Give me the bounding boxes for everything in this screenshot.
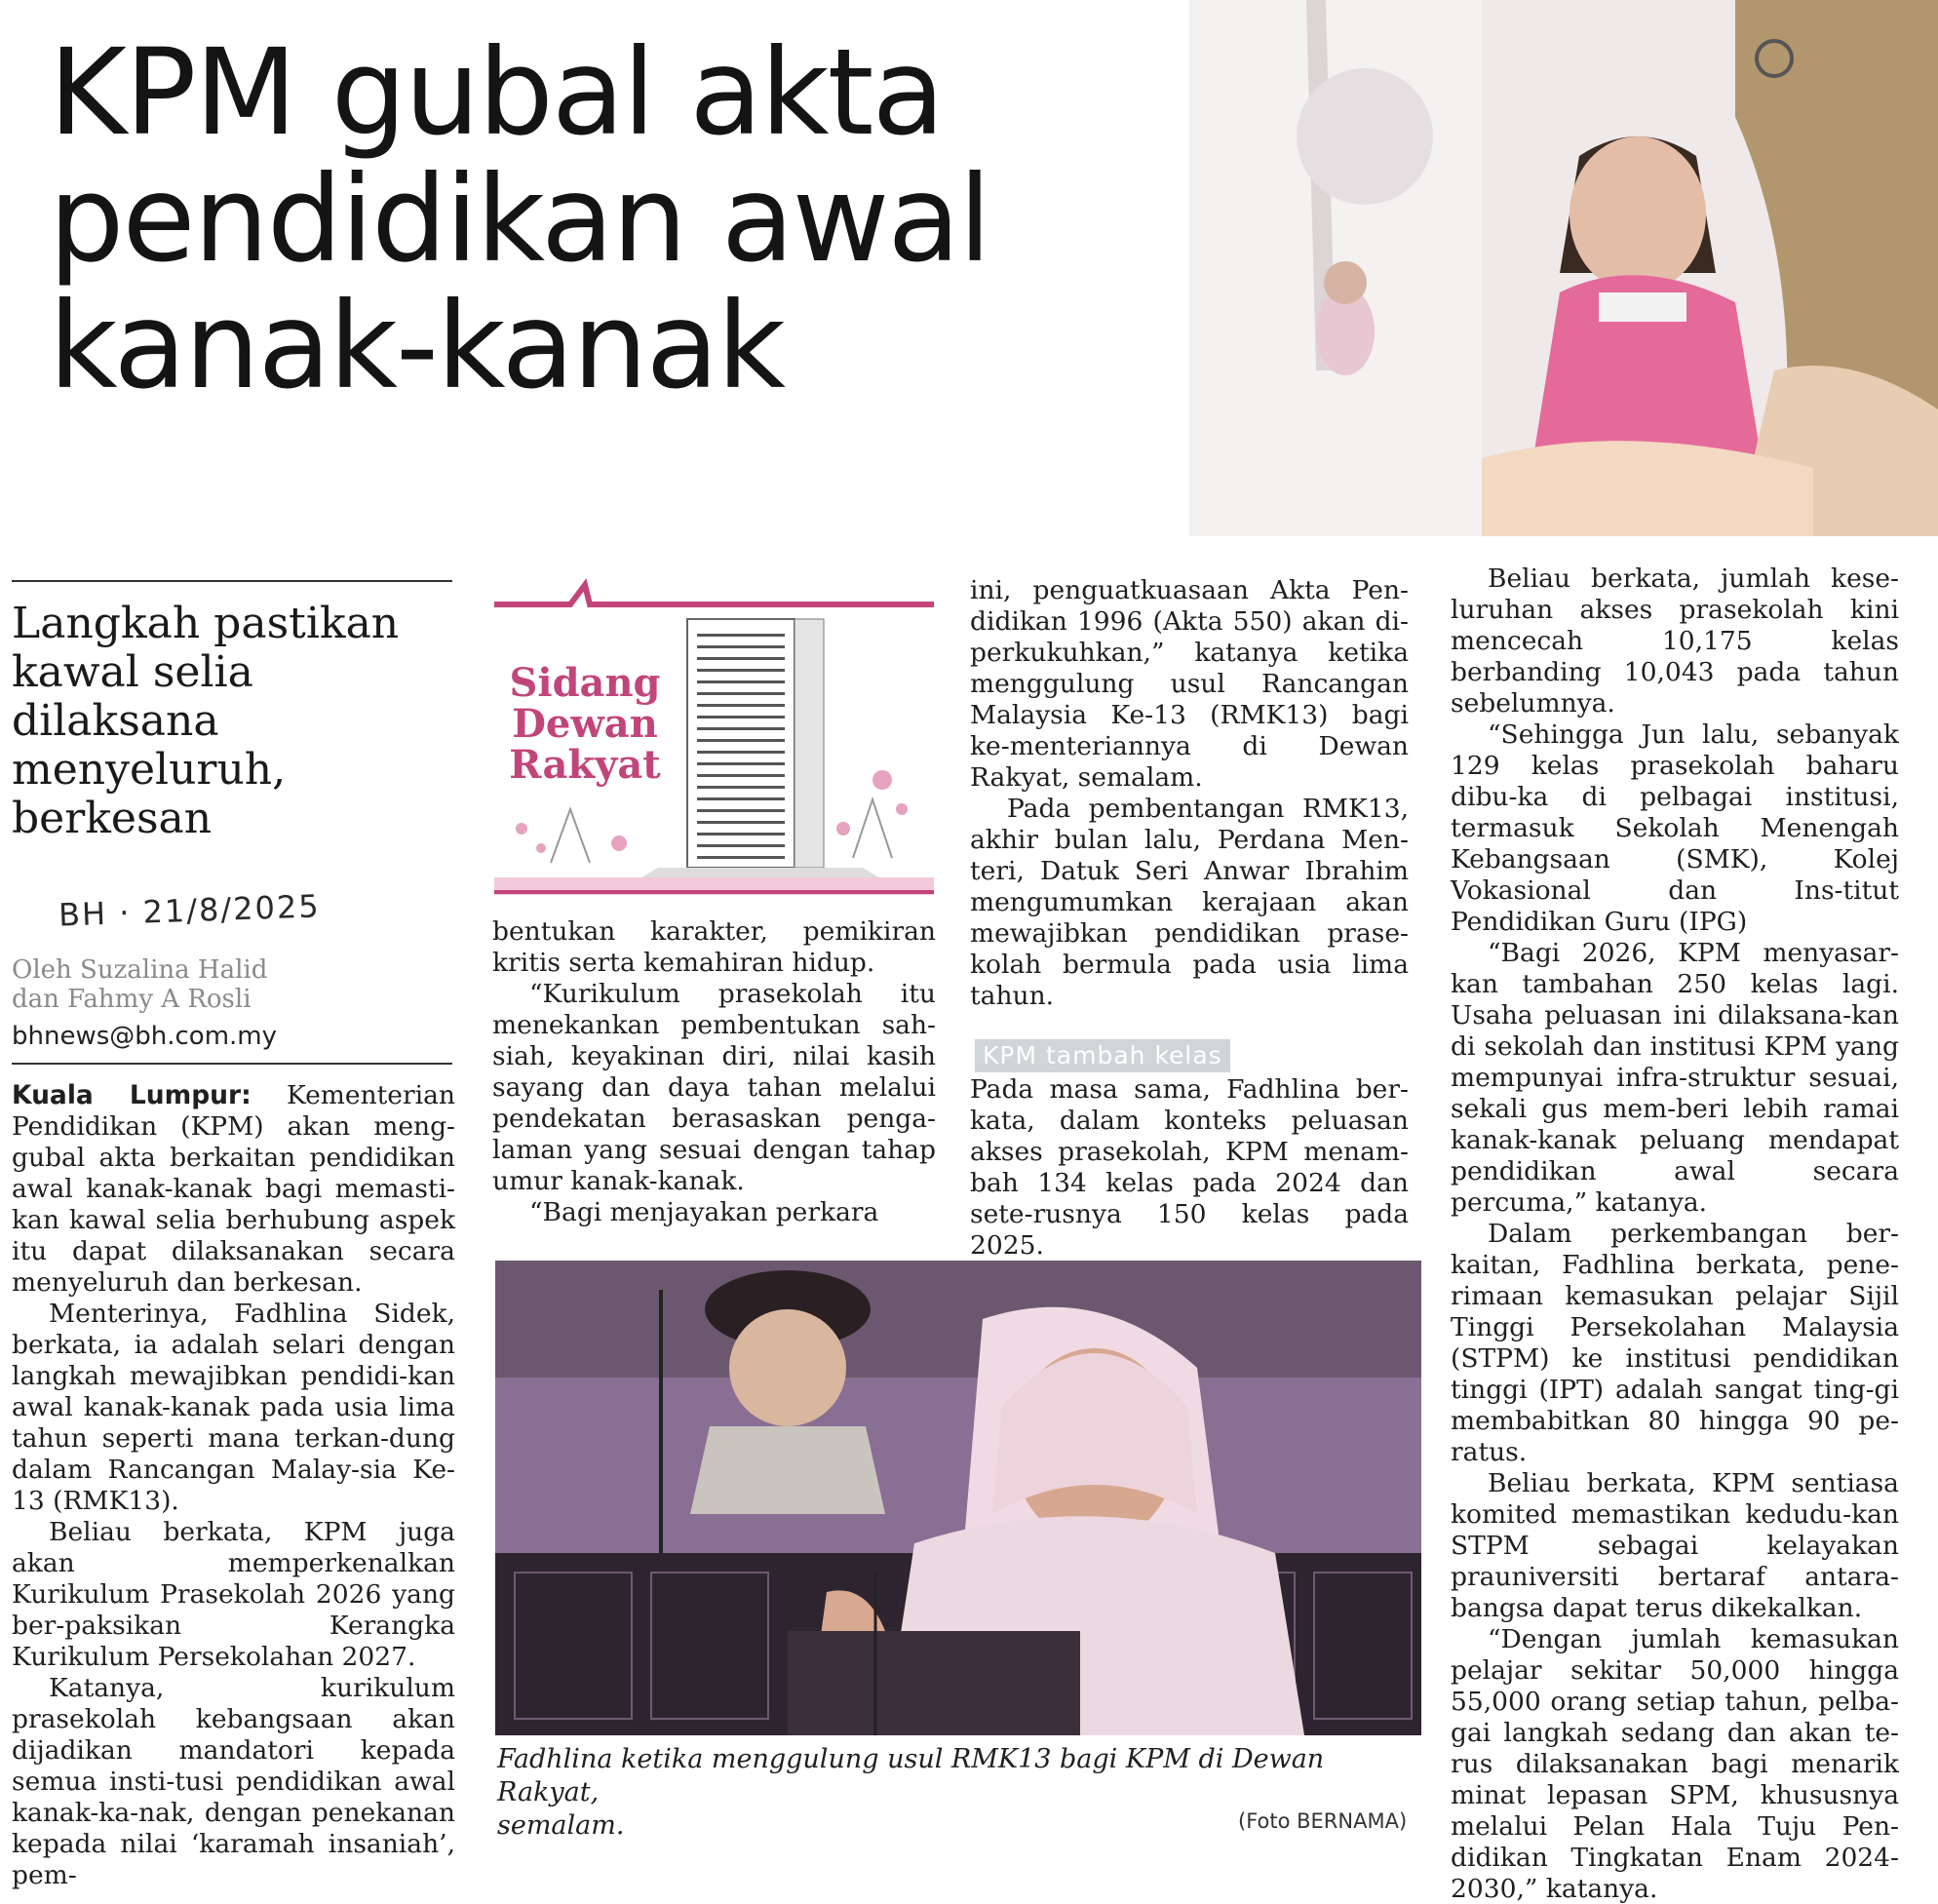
sidang-dewan-rakyat-label — [507, 660, 663, 788]
paragraph — [12, 1080, 455, 1299]
handwritten-date-note: BH · 21/8/2025 — [58, 887, 322, 934]
paragraph: Beliau berkata, jumlah kese-luruhan akses prasekolah kini mencecah 10,175 kelas berbanding 10,043 pada tahun sebelumnya. — [1451, 563, 1899, 719]
caption-line-2: semalam. — [497, 1810, 625, 1841]
article-column-2 — [492, 916, 936, 1228]
byline-bottom-rule — [12, 1063, 452, 1065]
byline-line-1: Oleh Suzalina Halid — [12, 955, 268, 985]
paragraph: Pada masa sama, Fadhlina ber-kata, dalam konteks peluasan akses prasekolah, KPM menam-bah 134 kelas pada 2024 dan sete-rusnya 150 kelas pada 2025. — [970, 1074, 1409, 1261]
paragraph: ini, penguatkuasaan Akta Pen-didikan 1996 (Akta 550) akan di-perkukuhkan,” katanya ketika menggulung usul Rancangan Malaysia Ke-13 (RMK13) bagi ke-menteriannya di Dewan Rakyat, semalam. — [970, 575, 1409, 793]
article-column-3-continued — [970, 1074, 1409, 1262]
paragraph: Dalam perkembangan ber-kaitan, Fadhlina berkata, pene-rimaan kemasukan pelajar Sijil Tinggi Persekolahan Malaysia (STPM) ke institusi pendidikan tinggi (IPT) adalah sangat ting-gi membabitkan 80 hingga 90 pe-ratus. — [1451, 1219, 1899, 1467]
article-column-3 — [970, 575, 1409, 1012]
headline-line-2: pendidikan awal — [49, 150, 990, 289]
headline — [49, 23, 1219, 415]
paragraph: Beliau berkata, KPM juga akan memperkenalkan Kurikulum Prasekolah 2026 yang ber-paksikan Kerangka Kurikulum Persekolahan 2027. — [12, 1517, 455, 1672]
caption-line-1: Fadhlina ketika menggulung usul RMK13 bagi KPM di Dewan Rakyat, — [497, 1744, 1325, 1807]
paragraph: “Bagi menjayakan perkara — [529, 1197, 879, 1227]
paragraph: “Kurikulum prasekolah itu menekankan pembentukan sah-siah, keyakinan diri, nilai kasih sayang dan daya tahan melalui pendekatan berasaskan penga-laman yang sesuai dengan tahap umur kanak-kanak. — [492, 979, 936, 1196]
paragraph: Pada pembentangan RMK13, akhir bulan lalu, Perdana Men-teri, Datuk Seri Anwar Ibrahim mengumumkan kerajaan akan mewajibkan pendidikan prase-kolah bermula pada usia lima tahun. — [970, 794, 1409, 1011]
paragraph: Beliau berkata, KPM sentiasa komited memastikan kedudu-kan STPM sebagai kelayakan prauniversiti bertaraf antara-bangsa dapat terus dikekalkan. — [1451, 1468, 1899, 1623]
sidang-label-line-1: Sidang — [509, 660, 661, 706]
deck-line-3: dilaksana — [12, 696, 219, 746]
paragraph: Katanya, kurikulum prasekolah kebangsaan akan dijadikan mandatori kepada semua insti-tusi pendidikan awal kanak-ka-nak, dengan penekanan kepada nilai ‘karamah insaniah’, pem- — [12, 1673, 455, 1890]
byline — [12, 955, 450, 1014]
deck-line-4: menyeluruh, — [12, 745, 287, 795]
article-column-1 — [12, 1080, 455, 1891]
deck — [12, 600, 450, 843]
paragraph-text: Kementerian Pendidikan (KPM) akan meng-gubal akta berkaitan pendidikan awal kanak-kanak bagi memasti-kan kawal selia berhubung aspek itu dapat dilaksanakan secara menyeluruh dan berkesan. — [12, 1080, 455, 1298]
dateline: Kuala Lumpur: — [12, 1080, 252, 1110]
deck-line-5: berkesan — [12, 794, 213, 843]
subheading: KPM tambah kelas — [975, 1039, 1230, 1072]
sidang-label-line-2: Dewan — [512, 701, 658, 747]
paragraph: “Sehingga Jun lalu, sebanyak 129 kelas prasekolah baharu dibu-ka di pelbagai institusi, termasuk Sekolah Menengah Kebangsaan (SMK), Kolej Vokasional dan Ins-titut Pendidikan Guru (IPG) — [1451, 719, 1899, 937]
hero-photo-children — [1189, 0, 1938, 536]
paragraph: bentukan karakter, pemikiran kritis serta kemahiran hidup. — [492, 916, 936, 978]
deck-top-rule — [12, 580, 452, 582]
deck-line-2: kawal selia — [12, 647, 253, 697]
paragraph: Menterinya, Fadhlina Sidek, berkata, ia adalah selari dengan langkah mewajibkan pendidi-kan awal kanak-kanak pada usia lima tahun seperti mana terkan-dung dalam Rancangan Malay-sia Ke-13 (RMK13). — [12, 1299, 455, 1516]
paragraph: “Dengan jumlah kemasukan pelajar sekitar 50,000 hingga 55,000 orang setiap tahun, pelba-gai langkah sedang dan akan te-rus dilaksanakan bagi menarik minat lepasan SPM, khususnya melalui Pelan Hala Tuju Pen-didikan Tingkatan Enam 2024-2030,” katanya. — [1451, 1624, 1899, 1904]
headline-line-3: kanak-kanak — [49, 277, 785, 415]
byline-line-2: dan Fahmy A Rosli — [12, 985, 252, 1014]
photo-credit: (Foto BERNAMA) — [1238, 1809, 1408, 1833]
author-email: bhnews@bh.com.my — [12, 1022, 278, 1051]
news-photo-parliament — [495, 1261, 1421, 1735]
headline-line-1: KPM gubal akta — [49, 23, 944, 162]
sidang-label-line-3: Rakyat — [509, 742, 661, 788]
paragraph: “Bagi 2026, KPM menyasar-kan tambahan 250 kelas lagi. Usaha peluasan ini dilaksana-kan di sekolah dan institusi KPM yang mempunyai infra-struktur sesuai, sekali gus mem-beri lebih ramai kanak-kanak peluang mendapat pendidikan awal secara percuma,” katanya. — [1451, 938, 1899, 1218]
deck-line-1: Langkah pastikan — [12, 599, 400, 648]
article-column-4 — [1451, 563, 1899, 1904]
